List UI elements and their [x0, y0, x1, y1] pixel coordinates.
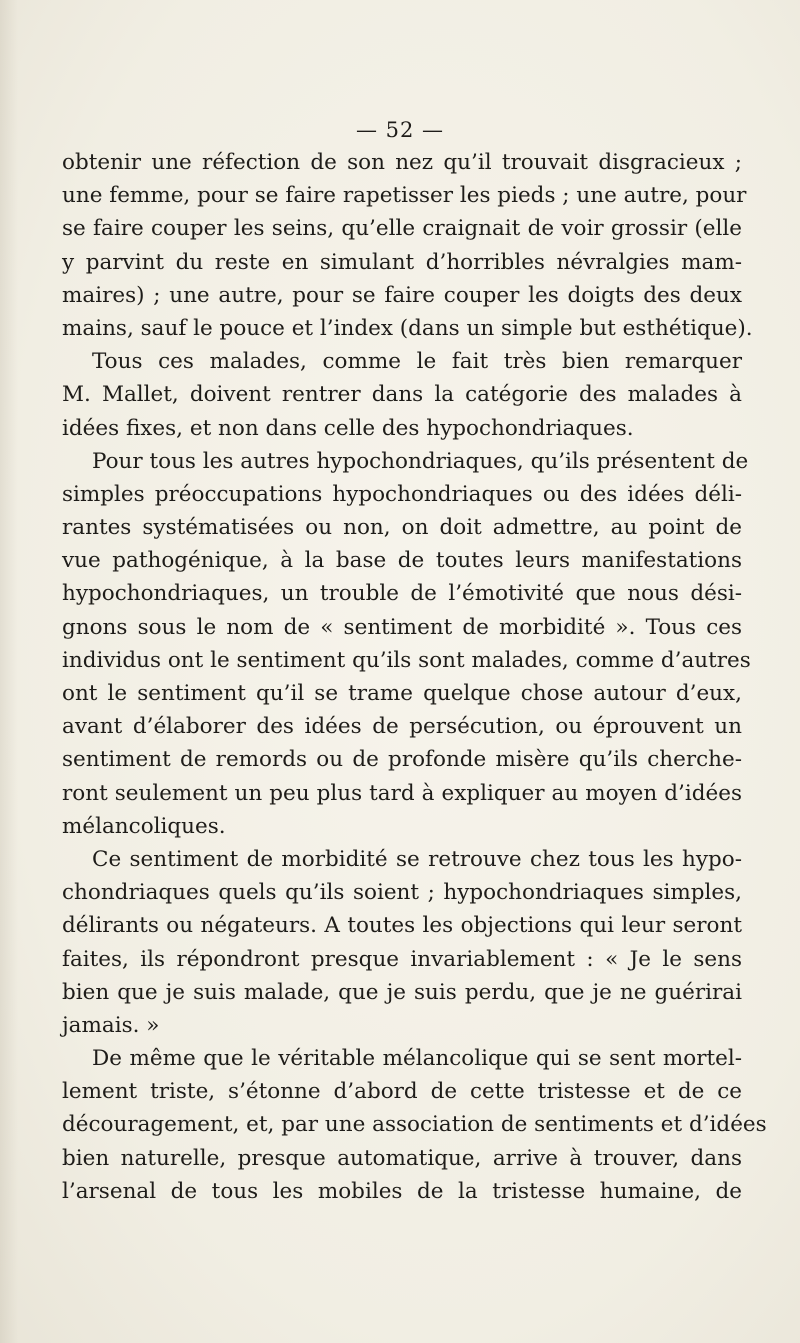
text-line: simples préoccupations hypochondriaques ou des idées déli-: [62, 481, 742, 507]
body-text: [62, 146, 767, 1208]
text-line: mains, sauf le pouce et l’index (dans un simple but esthétique).: [62, 315, 753, 341]
text-line: y parvint du reste en simulant d’horribles névralgies mam-: [62, 249, 742, 275]
text-line: sentiment de remords ou de profonde misère qu’ils cherche-: [62, 747, 742, 773]
text-line: jamais. »: [62, 1012, 160, 1038]
text-line: découragement, et, par une association de sentiments et d’idées: [62, 1112, 767, 1138]
text-line: se faire couper les seins, qu’elle craignait de voir grossir (elle: [62, 216, 742, 242]
text-line: individus ont le sentiment qu’ils sont malades, comme d’autres: [62, 647, 751, 673]
text-line: idées fixes, et non dans celle des hypochondriaques.: [62, 415, 634, 441]
text-line: mélancoliques.: [62, 813, 226, 839]
text-line: ront seulement un peu plus tard à expliquer au moyen d’idées: [62, 780, 742, 806]
text-line: avant d’élaborer des idées de persécution, ou éprouvent un: [62, 714, 742, 740]
text-line: hypochondriaques, un trouble de l’émotivité que nous dési-: [62, 581, 742, 607]
text-line: bien que je suis malade, que je suis perdu, que je ne guérirai: [62, 979, 742, 1005]
text-line: gnons sous le nom de « sentiment de morbidité ». Tous ces: [62, 614, 742, 640]
text-line: l’arsenal de tous les mobiles de la tristesse humaine, de: [62, 1178, 742, 1204]
text-line: délirants ou négateurs. A toutes les objections qui leur seront: [62, 913, 742, 939]
text-line: vue pathogénique, à la base de toutes leurs manifestations: [62, 548, 742, 574]
page-edge-shadow: [0, 0, 18, 1343]
text-line: ont le sentiment qu’il se trame quelque chose autour d’eux,: [62, 681, 742, 706]
text-line: De même que le véritable mélancolique qui se sent mortel-: [92, 1046, 742, 1072]
text-line: faites, ils répondront presque invariablement : « Je le sens: [62, 946, 742, 972]
text-line: M. Mallet, doivent rentrer dans la catégorie des malades à: [62, 382, 742, 408]
text-line: chondriaques quels qu’ils soient ; hypochondriaques simples,: [62, 880, 742, 906]
text-line: maires) ; une autre, pour se faire couper les doigts des deux: [62, 282, 742, 308]
text-line: Pour tous les autres hypochondriaques, qu’ils présentent de: [92, 448, 749, 474]
text-line: Ce sentiment de morbidité se retrouve chez tous les hypo-: [92, 846, 742, 872]
text-line: une femme, pour se faire rapetisser les pieds ; une autre, pour: [62, 183, 747, 209]
text-line: obtenir une réfection de son nez qu’il trouvait disgracieux ;: [62, 150, 742, 175]
page-number: — 52 —: [355, 118, 445, 142]
text-line: bien naturelle, presque automatique, arrive à trouver, dans: [62, 1145, 742, 1171]
text-line: rantes systématisées ou non, on doit admettre, au point de: [62, 515, 742, 541]
text-line: lement triste, s’étonne d’abord de cette tristesse et de ce: [62, 1079, 742, 1105]
text-line: Tous ces malades, comme le fait très bien remarquer: [92, 349, 742, 375]
